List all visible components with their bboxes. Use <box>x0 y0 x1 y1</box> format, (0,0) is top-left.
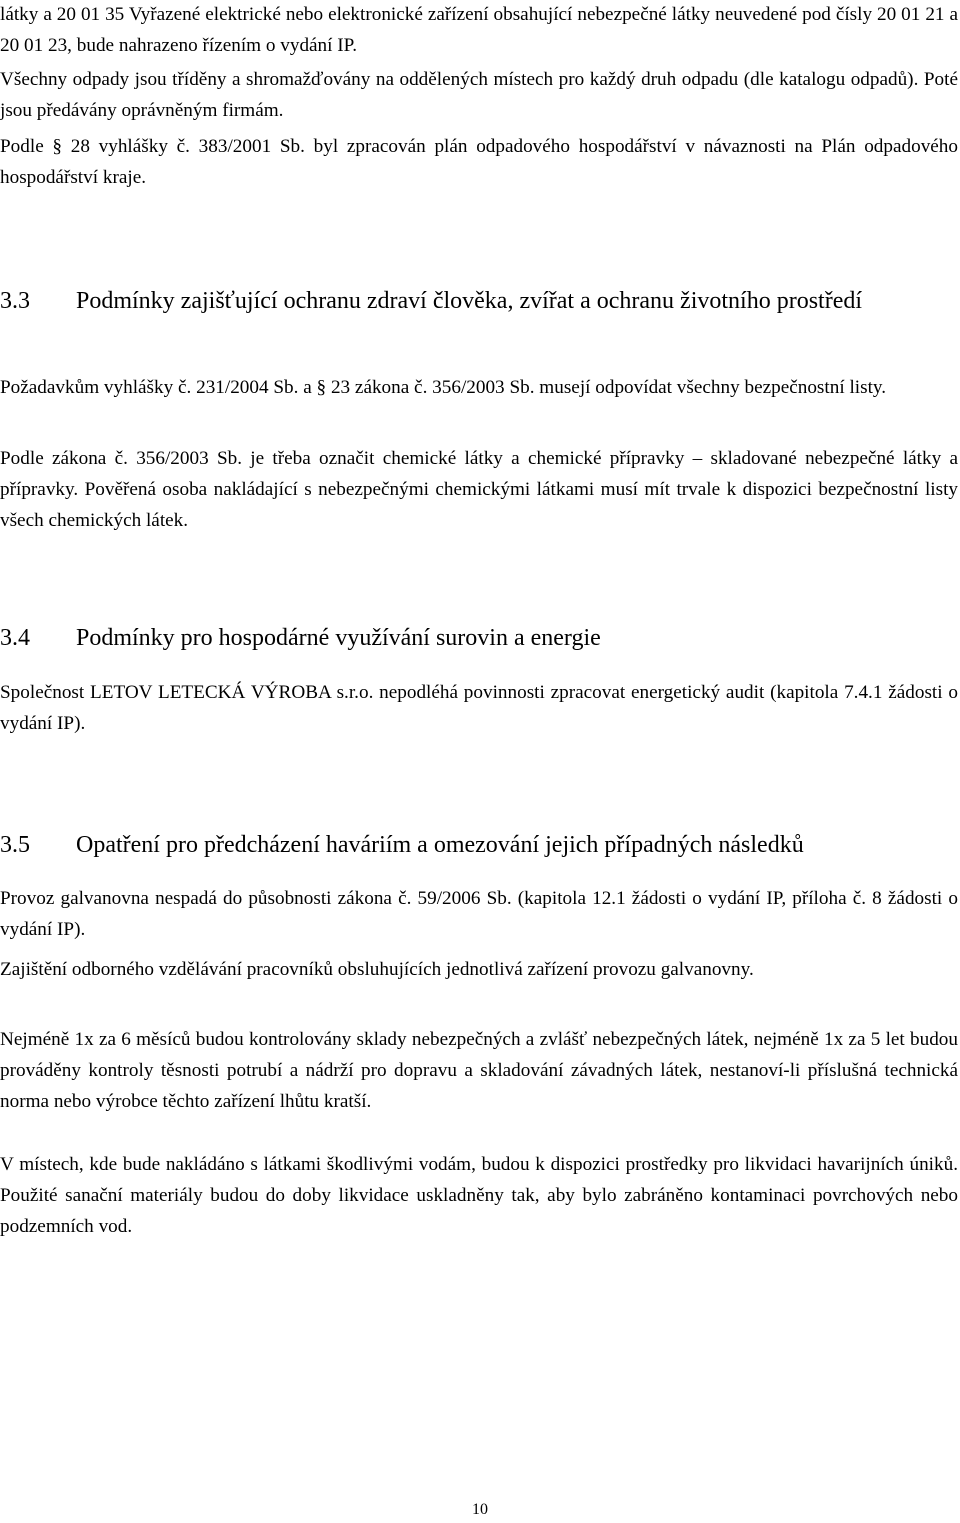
section-3-3-paragraph-2: Podle zákona č. 356/2003 Sb. je třeba označit chemické látky a chemické přípravky – skladované nebezpečné látky a přípravky. Pověřená osoba nakládající s nebezpečnými chemickými látkami musí mít trvale k dispozici bezpečnostní listy všech chemických látek. <box>0 448 958 531</box>
intro-paragraph-1: látky a 20 01 35 Vyřazené elektrické nebo elektronické zařízení obsahující nebezpečné látky neuvedené pod čísly 20 01 21 a 20 01 23, bude nahrazeno řízením o vydání IP. <box>0 4 958 56</box>
section-3-5-paragraph-3: Nejméně 1x za 6 měsíců budou kontrolovány sklady nebezpečných a zvlášť nebezpečných látek, nejméně 1x za 5 let budou prováděny kontroly těsnosti potrubí a nádrží pro dopravu a skladování závadných látek, nestanoví-li příslušná technická norma nebo výrobce těchto zařízení lhůtu kratší. <box>0 1029 958 1112</box>
section-3-5-number: 3.5 <box>0 832 30 858</box>
section-3-4-paragraph-1: Společnost LETOV LETECKÁ VÝROBA s.r.o. nepodléhá povinnosti zpracovat energetický audit (kapitola 7.4.1 žádosti o vydání IP). <box>0 682 958 734</box>
section-3-5-title: Opatření pro předcházení haváriím a omezování jejich případných následků <box>76 832 804 858</box>
section-3-5-paragraph-2: Zajištění odborného vzdělávání pracovníků obsluhujících jednotlivá zařízení provozu galvanovny. <box>0 959 754 980</box>
section-3-4-heading <box>0 622 958 655</box>
section-3-3-paragraph-1: Požadavkům vyhlášky č. 231/2004 Sb. a § 23 zákona č. 356/2003 Sb. musejí odpovídat všechny bezpečnostní listy. <box>0 377 887 398</box>
page-number: 10 <box>472 1501 488 1518</box>
section-3-3-heading <box>0 285 958 318</box>
intro-paragraph-3: Podle § 28 vyhlášky č. 383/2001 Sb. byl zpracován plán odpadového hospodářství v návaznosti na Plán odpadového hospodářství kraje. <box>0 136 958 188</box>
intro-paragraph-2: Všechny odpady jsou tříděny a shromažďovány na oddělených místech pro každý druh odpadu (dle katalogu odpadů). Poté jsou předávány oprávněným firmám. <box>0 69 958 121</box>
section-3-3-number: 3.3 <box>0 288 30 314</box>
section-3-4-number: 3.4 <box>0 625 30 651</box>
section-3-4-title: Podmínky pro hospodárné využívání surovin a energie <box>76 625 601 651</box>
section-3-5-paragraph-1: Provoz galvanovna nespadá do působnosti zákona č. 59/2006 Sb. (kapitola 12.1 žádosti o vydání IP, příloha č. 8 žádosti o vydání IP). <box>0 888 958 940</box>
section-3-5-paragraph-4: V místech, kde bude nakládáno s látkami škodlivými vodám, budou k dispozici prostředky pro likvidaci havarijních úniků. Použité sanační materiály budou do doby likvidace uskladněny tak, aby bylo zabráněno kontaminaci povrchových nebo podzemních vod. <box>0 1154 958 1237</box>
section-3-3-title: Podmínky zajišťující ochranu zdraví člověka, zvířat a ochranu životního prostředí <box>76 288 863 314</box>
section-3-5-heading <box>0 829 958 862</box>
